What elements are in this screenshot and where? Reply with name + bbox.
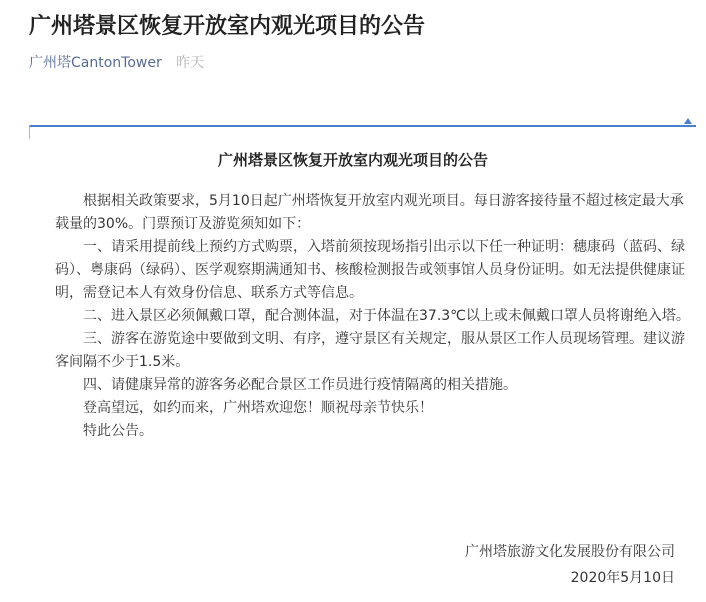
paragraph-rule-1: 一、请采用提前线上预约方式购票，入塔前须按现场指引出示以下任一种证明：穗康码（蓝码、绿码）、粤康码（绿码）、医学观察期满通知书、核酸检测报告或领事馆人员身份证明。如无法提供健康证明，需登记本人有效身份信息、联系方式等信息。 bbox=[55, 239, 685, 301]
publish-date: 昨天 bbox=[176, 55, 205, 71]
paragraph-rule-4: 四、请健康异常的游客务必配合景区工作员进行疫情隔离的相关措施。 bbox=[83, 377, 517, 393]
paragraph-closing: 特此公告。 bbox=[83, 423, 153, 439]
account-name-link[interactable]: 广州塔CantonTower bbox=[29, 55, 162, 71]
signature-date: 2020年5月10日 bbox=[570, 570, 675, 586]
announcement-heading: 广州塔景区恢复开放室内观光项目的公告 bbox=[217, 151, 488, 169]
decorative-frame-left bbox=[29, 125, 30, 139]
paragraph-rule-2: 二、进入景区必须佩戴口罩，配合测体温，对于体温在37.3℃以上或未佩戴口罩人员将谢绝入塔。 bbox=[83, 308, 690, 324]
paragraph-intro: 根据相关政策要求，5月10日起广州塔恢复开放室内观光项目。每日游客接待量不超过核定最大承载量的30%。门票预订及游览须知如下： bbox=[55, 193, 684, 232]
decorative-frame-top bbox=[29, 125, 696, 127]
paragraph-rule-3: 三、游客在游览途中要做到文明、有序，遵守景区有关规定，服从景区工作人员现场管理。建议游客间隔不少于1.5米。 bbox=[55, 331, 685, 370]
announcement-body bbox=[55, 190, 695, 443]
paragraph-welcome: 登高望远，如约而来，广州塔欢迎您！顺祝母亲节快乐！ bbox=[83, 400, 433, 416]
article-title: 广州塔景区恢复开放室内观光项目的公告 bbox=[29, 14, 426, 39]
frame-corner-triangle-icon bbox=[684, 118, 692, 124]
article-meta bbox=[29, 53, 204, 73]
signature-organization: 广州塔旅游文化发展股份有限公司 bbox=[465, 544, 675, 560]
